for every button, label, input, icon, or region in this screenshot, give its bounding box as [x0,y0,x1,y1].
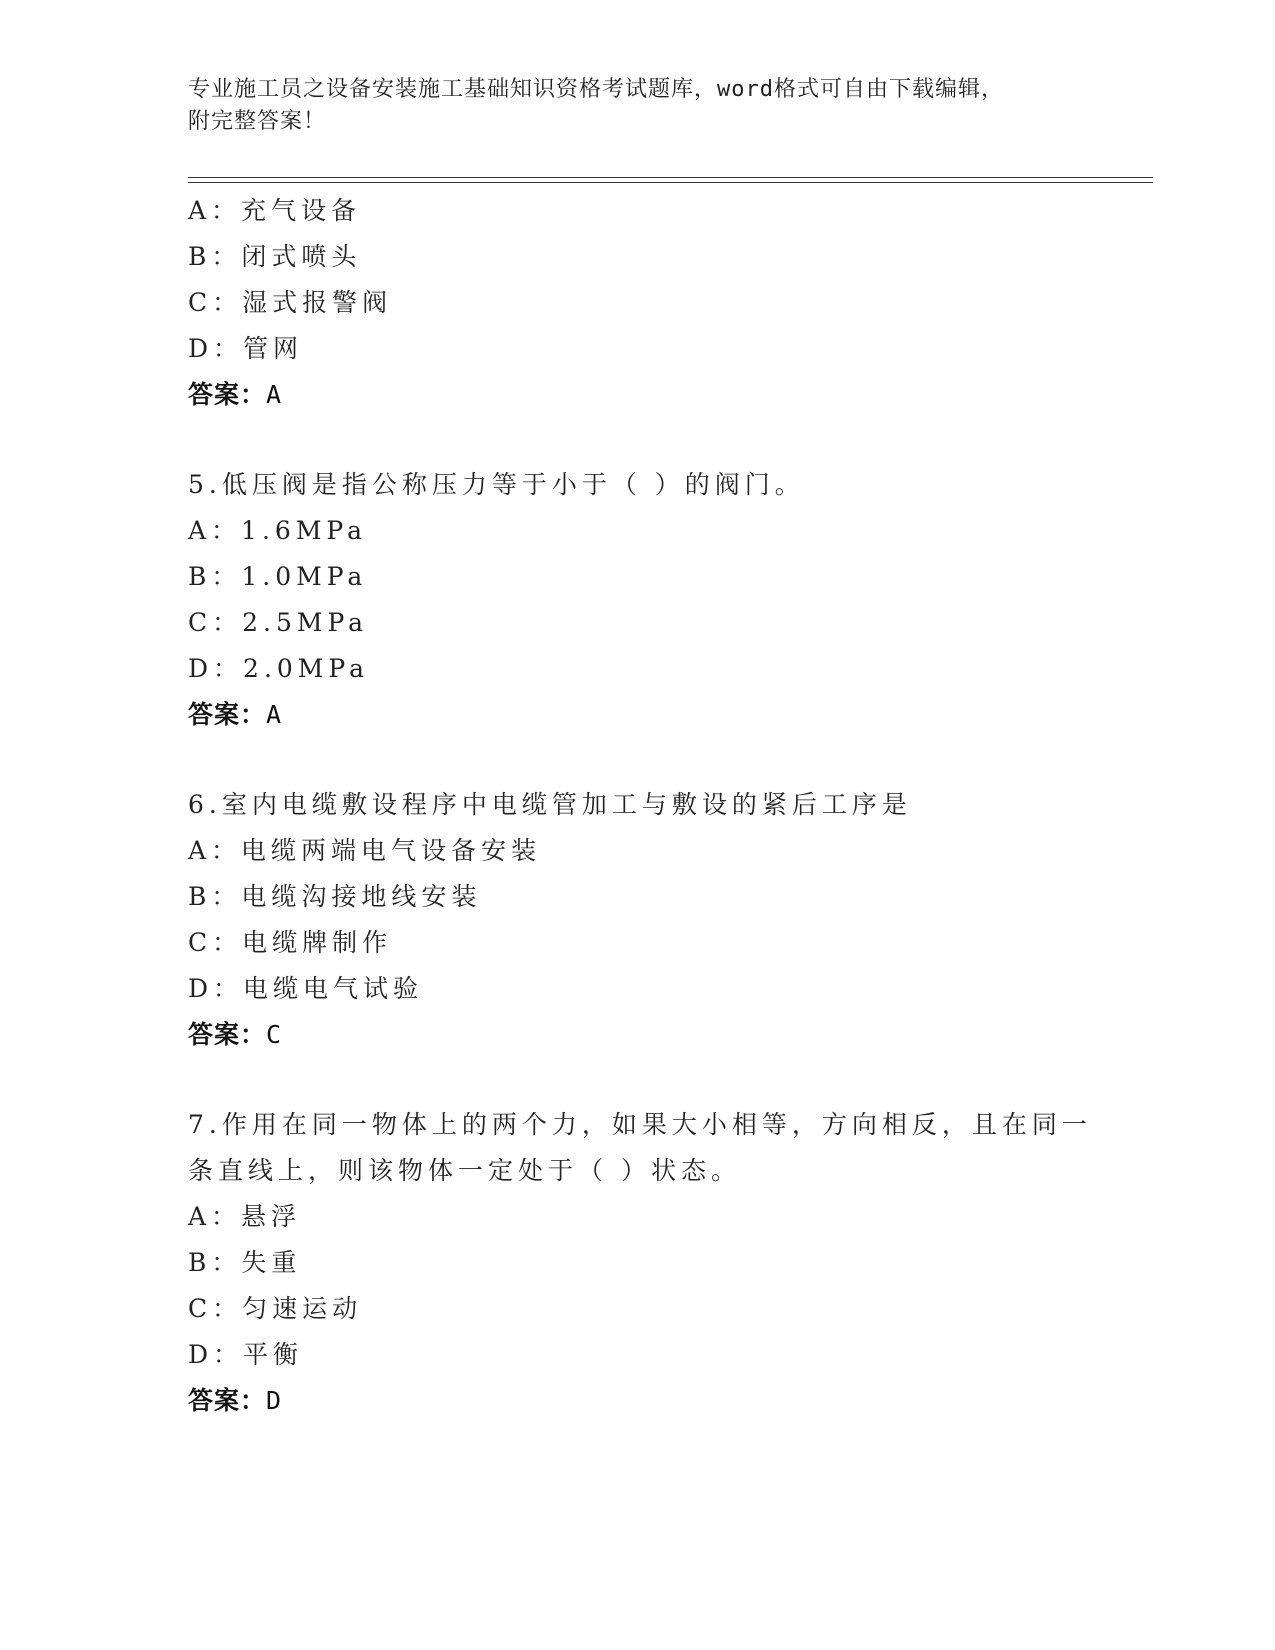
option-a: A：电缆两端电气设备安装 [188,836,542,865]
answer-value: A [266,380,283,409]
option-b: B：电缆沟接地线安装 [188,882,482,911]
answer-value: C [266,1020,283,1049]
header-line-2: 附完整答案！ [188,109,327,134]
option-a: A：悬浮 [188,1202,302,1231]
question-text-line-2: 条直线上，则该物体一定处于（ ）状态。 [188,1156,741,1185]
option-c: C：湿式报警阀 [188,288,393,317]
document-header [188,74,1068,138]
answer [188,1378,1088,1424]
option-c: C：电缆牌制作 [188,928,393,957]
question-text-line-1: 7.作用在同一物体上的两个力，如果大小相等，方向相反，且在同一 [188,1110,1092,1139]
question-text: 5.低压阀是指公称压力等于小于（ ）的阀门。 [188,470,805,499]
answer-label: 答案： [188,1386,267,1415]
question-4 [188,188,1088,418]
answer [188,1012,1088,1058]
option-a: A：1.6MPa [188,516,368,545]
option-d: D：2.0MPa [188,654,370,683]
answer-value: D [266,1386,283,1415]
option-b: B：闭式喷头 [188,242,362,271]
option-d: D：平衡 [188,1340,304,1369]
answer [188,372,1088,418]
question-list [188,188,1092,1424]
header-divider-thick [188,177,1153,178]
answer [188,692,1088,738]
question-7 [188,1102,1092,1424]
option-c: C：匀速运动 [188,1294,363,1323]
answer-value: A [266,700,283,729]
option-d: D：电缆电气试验 [188,974,424,1003]
answer-label: 答案： [188,380,267,409]
header-line-1: 专业施工员之设备安装施工基础知识资格考试题库，word格式可自由下载编辑， [188,77,1004,102]
option-a: A：充气设备 [188,196,362,225]
question-6 [188,782,1088,1058]
question-5 [188,462,1088,738]
question-text: 6.室内电缆敷设程序中电缆管加工与敷设的紧后工序是 [188,790,912,819]
option-b: B：1.0MPa [188,562,368,591]
answer-label: 答案： [188,1020,267,1049]
option-b: B：失重 [188,1248,302,1277]
answer-label: 答案： [188,700,267,729]
option-d: D：管网 [188,334,304,363]
option-c: C：2.5MPa [188,608,369,637]
header-divider-thin [188,182,1153,183]
